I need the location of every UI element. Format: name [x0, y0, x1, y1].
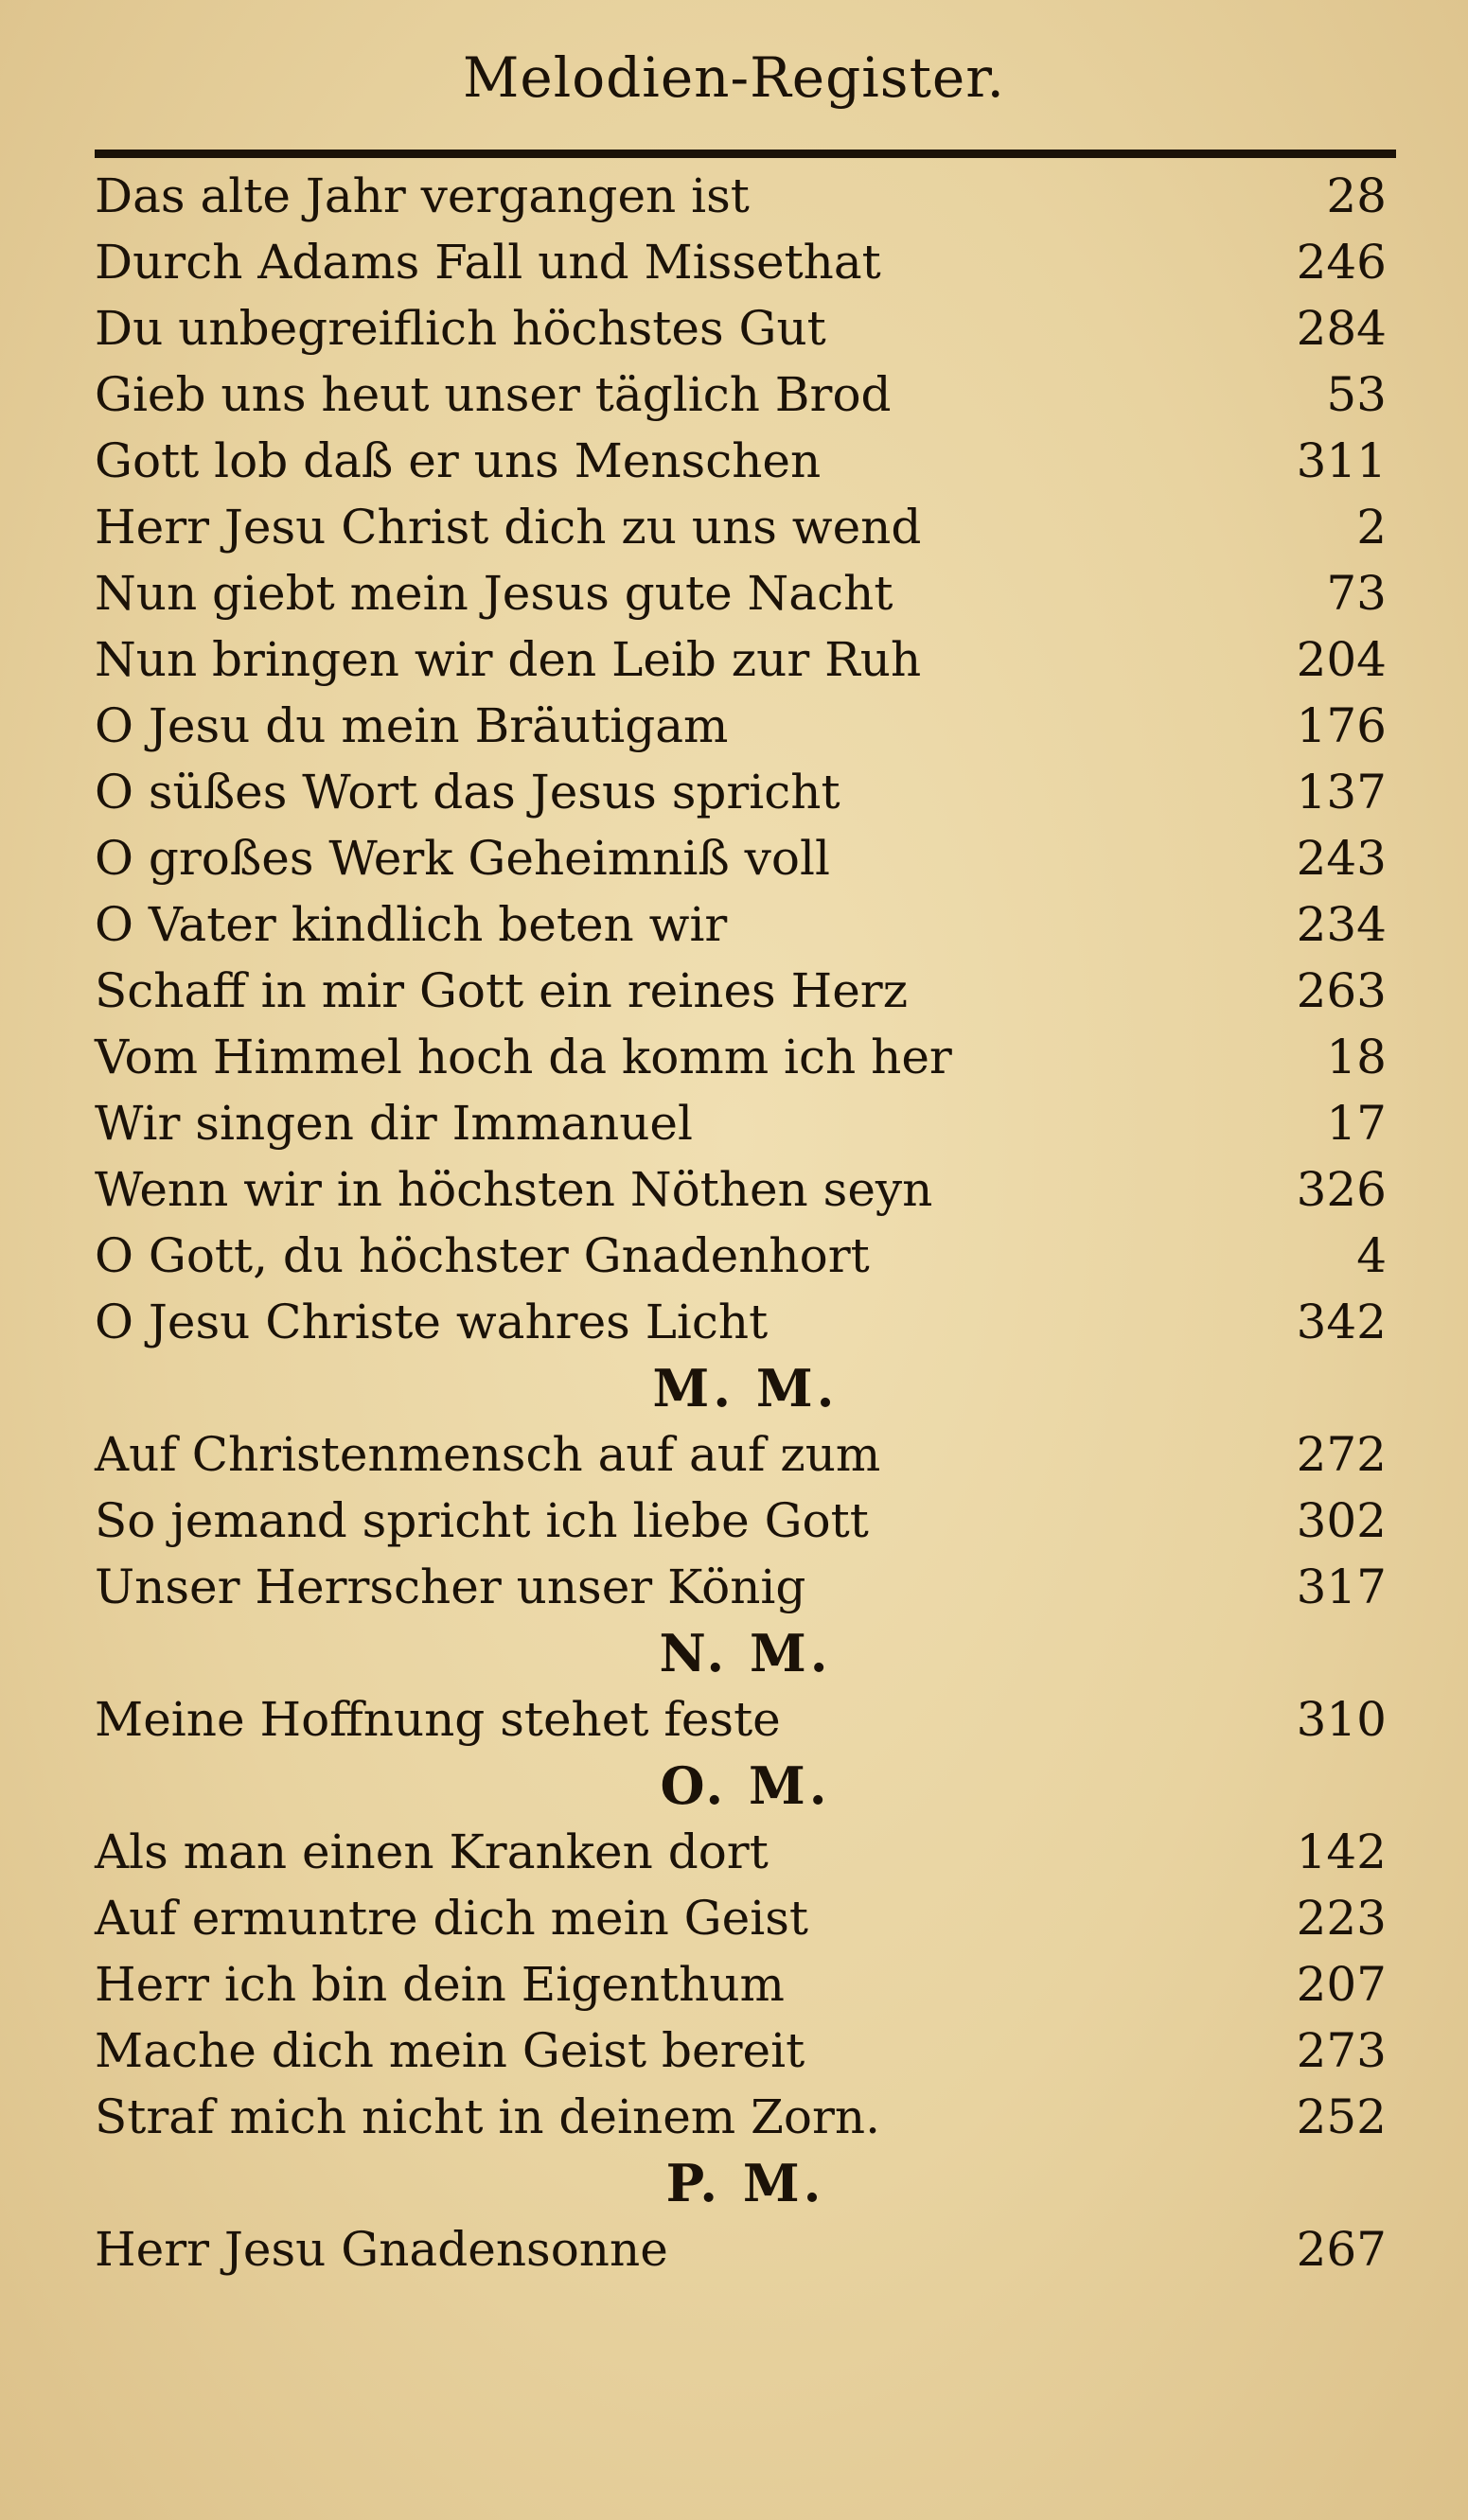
index-entry	[95, 1156, 1396, 1223]
index-entry	[95, 1421, 1396, 1488]
page-number: 17	[1326, 1096, 1387, 1151]
page-number: 342	[1296, 1295, 1387, 1349]
index-entry	[95, 361, 1396, 428]
index-entry	[95, 428, 1396, 494]
running-header: Melodien-Register.	[463, 45, 1005, 110]
hymn-title: O Jesu Christe wahres Licht	[95, 1295, 769, 1349]
hymn-title: Mache dich mein Geist bereit	[95, 2023, 805, 2078]
index-entry	[95, 1289, 1396, 1355]
hymn-title: O süßes Wort das Jesus spricht	[95, 765, 840, 819]
hymn-title: Wenn wir in höchsten Nöthen seyn	[95, 1162, 933, 1217]
index-entry	[95, 1024, 1396, 1090]
index-entry	[95, 229, 1396, 295]
page-number: 311	[1296, 433, 1387, 488]
index-entry	[95, 1686, 1396, 1753]
header-rule	[95, 150, 1396, 158]
index-entry	[95, 891, 1396, 958]
index-entry	[95, 626, 1396, 693]
hymn-title: O großes Werk Geheimniß voll	[95, 831, 830, 886]
hymn-title: Auf ermuntre dich mein Geist	[95, 1891, 808, 1946]
page-number: 302	[1296, 1493, 1387, 1548]
page-number: 252	[1296, 2089, 1387, 2144]
hymn-title: Nun giebt mein Jesus gute Nacht	[95, 566, 893, 621]
melody-index-list	[95, 163, 1396, 2282]
hymn-title: Herr Jesu Gnadensonne	[95, 2222, 668, 2277]
index-entry	[95, 2018, 1396, 2084]
hymn-title: Gott lob daß er uns Menschen	[95, 433, 822, 488]
hymn-title: O Vater kindlich beten wir	[95, 897, 728, 952]
hymn-title: Wir singen dir Immanuel	[95, 1096, 694, 1151]
hymn-title: Straf mich nicht in deinem Zorn.	[95, 2089, 880, 2144]
hymn-title: Gieb uns heut unser täglich Brod	[95, 367, 892, 422]
page-number: 263	[1296, 963, 1387, 1018]
page-number: 18	[1326, 1030, 1387, 1084]
page-number: 2	[1356, 500, 1387, 555]
index-entry	[95, 825, 1396, 891]
hymn-title: Auf Christenmensch auf auf zum	[95, 1427, 881, 1482]
index-entry	[95, 295, 1396, 361]
hymn-title: Als man einen Kranken dort	[95, 1824, 769, 1879]
page-number: 284	[1296, 301, 1387, 356]
hymn-title: Das alte Jahr vergangen ist	[95, 168, 750, 223]
page-number: 317	[1296, 1560, 1387, 1614]
page-number: 246	[1296, 235, 1387, 290]
hymn-title: Schaff in mir Gott ein reines Herz	[95, 963, 909, 1018]
index-entry	[95, 2084, 1396, 2150]
index-entry	[95, 2216, 1396, 2282]
page-number: 176	[1296, 698, 1387, 753]
hymn-title: Unser Herrscher unser König	[95, 1560, 806, 1614]
page-number: 272	[1296, 1427, 1387, 1482]
index-entry	[95, 1223, 1396, 1289]
index-entry	[95, 958, 1396, 1024]
page-number: 273	[1296, 2023, 1387, 2078]
index-entry	[95, 494, 1396, 560]
page-number: 326	[1296, 1162, 1387, 1217]
hymn-title: O Jesu du mein Bräutigam	[95, 698, 729, 753]
index-entry	[95, 163, 1396, 229]
index-entry	[95, 1885, 1396, 1951]
hymn-title: So jemand spricht ich liebe Gott	[95, 1493, 869, 1548]
page-number: 267	[1296, 2222, 1387, 2277]
page-number: 4	[1356, 1228, 1387, 1283]
index-entry	[95, 1554, 1396, 1620]
page-number: 234	[1296, 897, 1387, 952]
index-entry	[95, 759, 1396, 825]
hymn-title: Vom Himmel hoch da komm ich her	[95, 1030, 952, 1084]
hymn-title: Durch Adams Fall und Missethat	[95, 235, 881, 290]
index-entry	[95, 1090, 1396, 1156]
page-number: 310	[1296, 1692, 1387, 1747]
section-heading: N. M.	[659, 1623, 832, 1683]
index-entry	[95, 693, 1396, 759]
page-number: 223	[1296, 1891, 1387, 1946]
hymn-title: Du unbegreiflich höchstes Gut	[95, 301, 826, 356]
section-heading: O. M.	[660, 1755, 831, 1816]
section-heading: M. M.	[652, 1358, 839, 1419]
hymn-title: Herr ich bin dein Eigenthum	[95, 1957, 785, 2012]
hymn-title: Herr Jesu Christ dich zu uns wend	[95, 500, 922, 555]
page-number: 204	[1296, 632, 1387, 687]
hymn-title: Nun bringen wir den Leib zur Ruh	[95, 632, 922, 687]
index-entry	[95, 1819, 1396, 1885]
page-number: 28	[1326, 168, 1387, 223]
index-entry	[95, 1488, 1396, 1554]
page-number: 137	[1296, 765, 1387, 819]
section-heading: P. M.	[665, 2153, 825, 2213]
hymn-title: O Gott, du höchster Gnadenhort	[95, 1228, 870, 1283]
page-number: 142	[1296, 1824, 1387, 1879]
page-number: 243	[1296, 831, 1387, 886]
page-number: 53	[1326, 367, 1387, 422]
page-number: 73	[1326, 566, 1387, 621]
page-number: 207	[1296, 1957, 1387, 2012]
index-entry	[95, 1951, 1396, 2018]
hymn-title: Meine Hoffnung stehet feste	[95, 1692, 781, 1747]
index-entry	[95, 560, 1396, 626]
